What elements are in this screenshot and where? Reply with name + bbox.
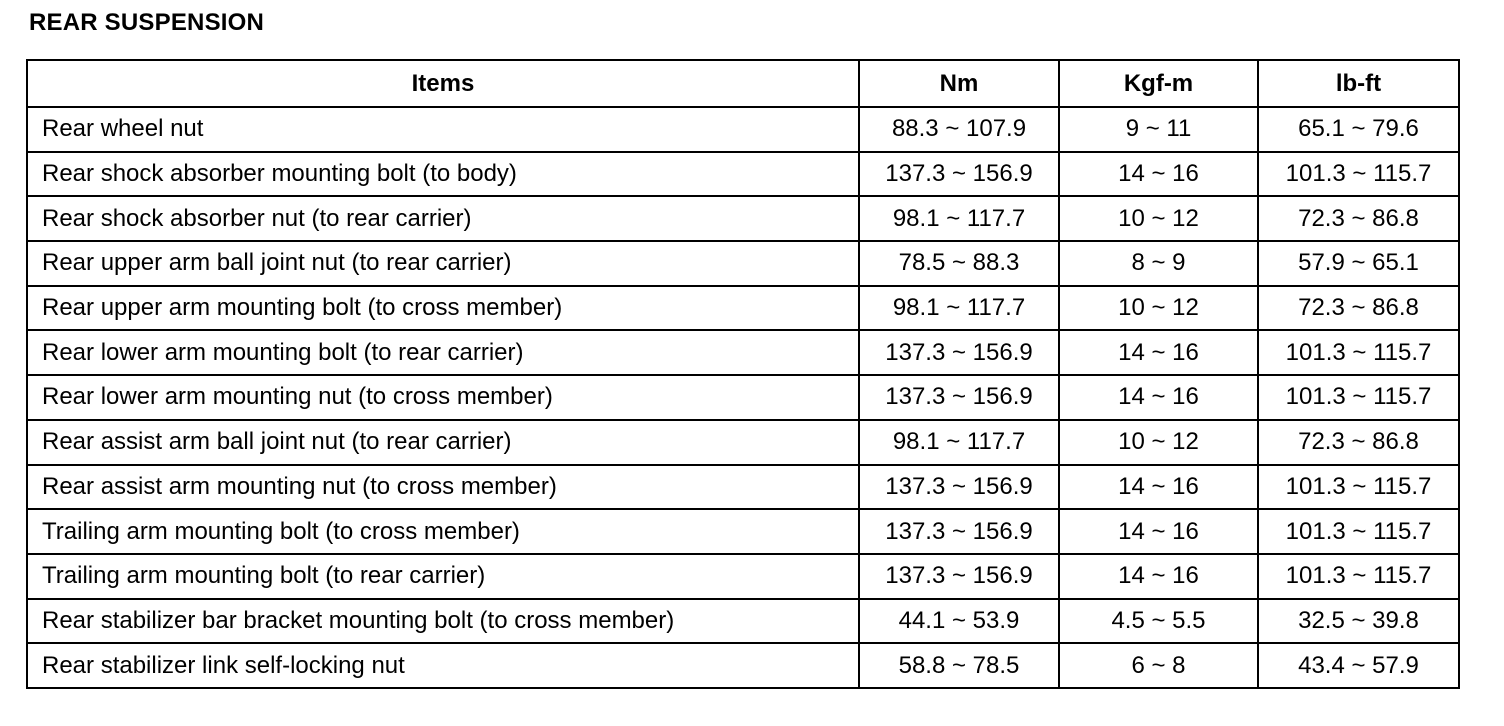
nm-cell: 98.1 ~ 117.7: [859, 420, 1059, 465]
item-cell: Rear lower arm mounting bolt (to rear carrier): [27, 330, 859, 375]
lb-ft-cell: 101.3 ~ 115.7: [1258, 375, 1459, 420]
kgf-m-cell: 14 ~ 16: [1059, 330, 1258, 375]
lb-ft-cell: 72.3 ~ 86.8: [1258, 286, 1459, 331]
table-row: [27, 241, 1459, 286]
lb-ft-cell: 101.3 ~ 115.7: [1258, 554, 1459, 599]
lb-ft-cell: 101.3 ~ 115.7: [1258, 509, 1459, 554]
kgf-m-cell: 14 ~ 16: [1059, 509, 1258, 554]
lb-ft-cell: 72.3 ~ 86.8: [1258, 420, 1459, 465]
nm-cell: 58.8 ~ 78.5: [859, 643, 1059, 688]
table-row: [27, 599, 1459, 644]
kgf-m-cell: 14 ~ 16: [1059, 152, 1258, 197]
lb-ft-cell: 101.3 ~ 115.7: [1258, 152, 1459, 197]
item-cell: Rear assist arm mounting nut (to cross member): [27, 465, 859, 510]
table-row: [27, 286, 1459, 331]
kgf-m-cell: 8 ~ 9: [1059, 241, 1258, 286]
table-row: [27, 509, 1459, 554]
nm-cell: 137.3 ~ 156.9: [859, 554, 1059, 599]
lb-ft-cell: 57.9 ~ 65.1: [1258, 241, 1459, 286]
lb-ft-cell: 101.3 ~ 115.7: [1258, 465, 1459, 510]
kgf-m-cell: 14 ~ 16: [1059, 554, 1258, 599]
kgf-m-cell: 14 ~ 16: [1059, 375, 1258, 420]
table-row: [27, 375, 1459, 420]
nm-cell: 137.3 ~ 156.9: [859, 465, 1059, 510]
table-row: [27, 330, 1459, 375]
kgf-m-cell: 10 ~ 12: [1059, 196, 1258, 241]
nm-cell: 137.3 ~ 156.9: [859, 375, 1059, 420]
table-row: [27, 420, 1459, 465]
column-header-nm: Nm: [859, 60, 1059, 107]
nm-cell: 88.3 ~ 107.9: [859, 107, 1059, 152]
item-cell: Rear stabilizer bar bracket mounting bolt (to cross member): [27, 599, 859, 644]
column-header-lb-ft: lb-ft: [1258, 60, 1459, 107]
nm-cell: 137.3 ~ 156.9: [859, 509, 1059, 554]
column-header-items: Items: [27, 60, 859, 107]
kgf-m-cell: 14 ~ 16: [1059, 465, 1258, 510]
nm-cell: 137.3 ~ 156.9: [859, 152, 1059, 197]
nm-cell: 98.1 ~ 117.7: [859, 196, 1059, 241]
item-cell: Rear assist arm ball joint nut (to rear carrier): [27, 420, 859, 465]
item-cell: Trailing arm mounting bolt (to cross member): [27, 509, 859, 554]
kgf-m-cell: 6 ~ 8: [1059, 643, 1258, 688]
table-row: [27, 107, 1459, 152]
table-row: [27, 465, 1459, 510]
item-cell: Rear stabilizer link self-locking nut: [27, 643, 859, 688]
lb-ft-cell: 43.4 ~ 57.9: [1258, 643, 1459, 688]
table-row: [27, 554, 1459, 599]
page-title: REAR SUSPENSION: [29, 9, 265, 36]
kgf-m-cell: 10 ~ 12: [1059, 286, 1258, 331]
lb-ft-cell: 72.3 ~ 86.8: [1258, 196, 1459, 241]
nm-cell: 137.3 ~ 156.9: [859, 330, 1059, 375]
table-row: [27, 643, 1459, 688]
lb-ft-cell: 65.1 ~ 79.6: [1258, 107, 1459, 152]
torque-spec-table: [26, 59, 1460, 689]
lb-ft-cell: 101.3 ~ 115.7: [1258, 330, 1459, 375]
item-cell: Trailing arm mounting bolt (to rear carrier): [27, 554, 859, 599]
item-cell: Rear shock absorber mounting bolt (to body): [27, 152, 859, 197]
item-cell: Rear upper arm mounting bolt (to cross member): [27, 286, 859, 331]
item-cell: Rear lower arm mounting nut (to cross member): [27, 375, 859, 420]
kgf-m-cell: 10 ~ 12: [1059, 420, 1258, 465]
nm-cell: 78.5 ~ 88.3: [859, 241, 1059, 286]
table-row: [27, 152, 1459, 197]
table-row: [27, 196, 1459, 241]
item-cell: Rear shock absorber nut (to rear carrier): [27, 196, 859, 241]
item-cell: Rear wheel nut: [27, 107, 859, 152]
kgf-m-cell: 9 ~ 11: [1059, 107, 1258, 152]
kgf-m-cell: 4.5 ~ 5.5: [1059, 599, 1258, 644]
column-header-kgf-m: Kgf-m: [1059, 60, 1258, 107]
item-cell: Rear upper arm ball joint nut (to rear carrier): [27, 241, 859, 286]
nm-cell: 44.1 ~ 53.9: [859, 599, 1059, 644]
nm-cell: 98.1 ~ 117.7: [859, 286, 1059, 331]
lb-ft-cell: 32.5 ~ 39.8: [1258, 599, 1459, 644]
table-header-row: [27, 60, 1459, 107]
